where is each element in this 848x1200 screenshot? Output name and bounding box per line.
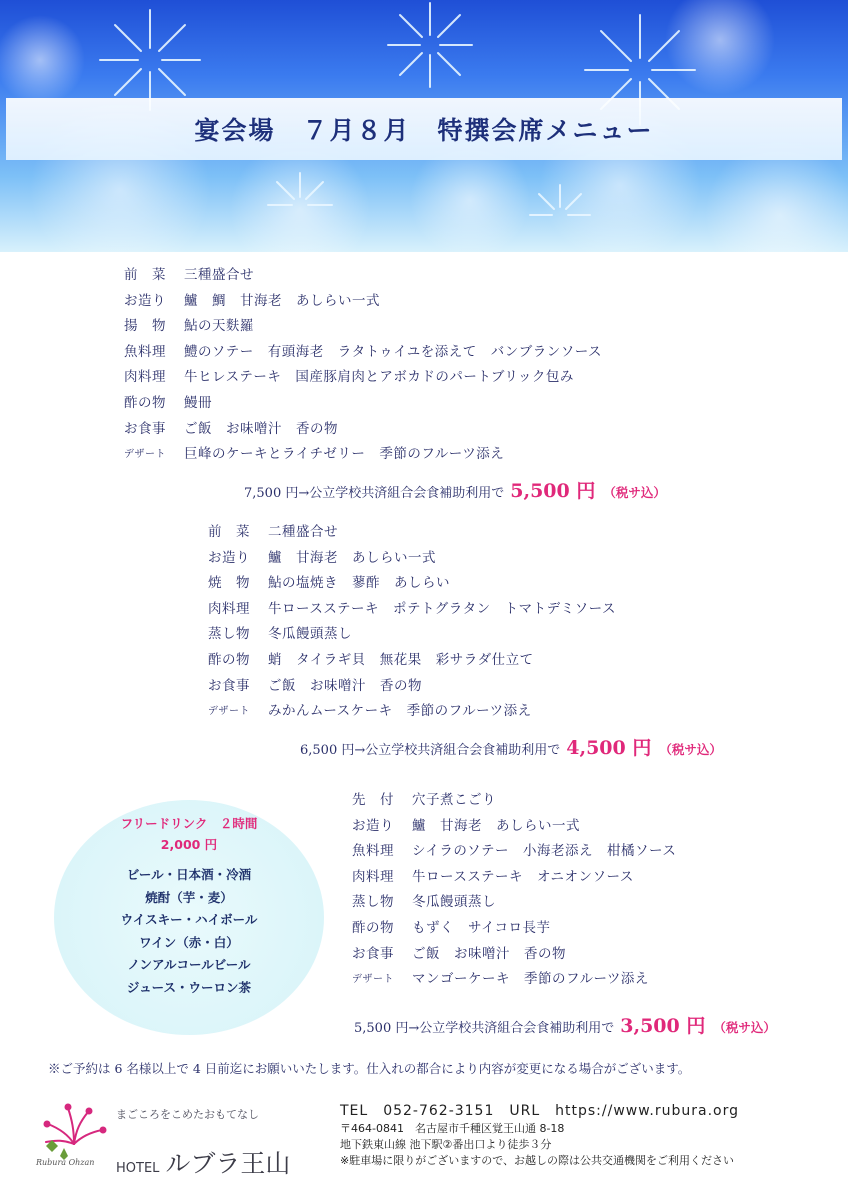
menu-item-category: 酢の物 — [352, 919, 394, 936]
menu-item-category: 酢の物 — [124, 394, 166, 411]
menu-item-category: デザート — [124, 449, 166, 461]
menu-item-category: 肉料理 — [352, 868, 394, 885]
menu-item-category: お造り — [208, 549, 250, 566]
drink-item: ノンアルコールビール — [127, 957, 251, 972]
menu-item — [124, 289, 602, 315]
course-1-tax-note: （税サ込） — [603, 485, 666, 500]
menu-item-dish: 蛸 タイラギ貝 無花果 彩サラダ仕立て — [268, 651, 534, 668]
menu-item — [124, 391, 602, 417]
menu-item-dish: シイラのソテー 小海老添え 柑橘ソース — [412, 843, 677, 860]
menu-item-dish: 冬瓜饅頭蒸し — [268, 626, 352, 643]
menu-item-dish: 冬瓜饅頭蒸し — [412, 894, 496, 911]
menu-item-category: 魚料理 — [124, 343, 166, 360]
course-1-menu — [124, 263, 602, 468]
hotel-slogan: まごころをこめたおもてなし — [116, 1108, 259, 1121]
menu-item-category: 肉料理 — [208, 600, 250, 617]
menu-item-dish: 穴子煮こごり — [412, 792, 496, 808]
logo-caption: Rubura Ohzan — [36, 1158, 95, 1167]
menu-item-category: お食事 — [352, 945, 394, 962]
page-title: 宴会場 ７月８月 特撰会席メニュー — [194, 116, 654, 145]
menu-item — [352, 865, 676, 891]
menu-item-category: 酢の物 — [208, 651, 250, 668]
menu-item-category: お造り — [124, 292, 166, 309]
menu-item-category: 魚料理 — [352, 843, 394, 860]
hotel-main-name: ルブラ王山 — [165, 1149, 291, 1178]
menu-item — [352, 916, 676, 942]
menu-item — [208, 546, 616, 572]
menu-item-dish: 鮎の塩焼き 蓼酢 あしらい — [268, 575, 450, 592]
free-drink-price: 2,000 円 — [160, 837, 218, 852]
course-1-price-line — [244, 476, 666, 503]
menu-item-category: 肉料理 — [124, 369, 166, 386]
menu-item-category: 前 菜 — [208, 524, 250, 540]
parking-note: ※駐車場に限りがございますので、お越しの際は公共交通機関をご利用ください — [340, 1154, 734, 1167]
menu-item-dish: 鱸 甘海老 あしらい一式 — [412, 817, 580, 834]
menu-item-dish: 牛ロースステーキ オニオンソース — [412, 868, 634, 885]
menu-item-dish: ご飯 お味噌汁 香の物 — [184, 420, 338, 437]
menu-item-category: お食事 — [124, 420, 166, 437]
menu-item-dish: みかんムースケーキ 季節のフルーツ添え — [268, 703, 532, 720]
menu-item-dish: 巨峰のケーキとライチゼリー 季節のフルーツ添え — [184, 446, 505, 463]
course-3-price: 3,500 円 — [620, 1015, 706, 1037]
menu-item — [208, 699, 616, 725]
course-1-price: 5,500 円 — [510, 480, 596, 502]
menu-item-dish: もずく サイコロ長芋 — [412, 919, 551, 936]
menu-item-category: お食事 — [208, 677, 250, 694]
menu-item — [352, 839, 676, 865]
reservation-note: ※ご予約は 6 名様以上で 4 日前迄にお願いいたします。仕入れの都合により内容が変更になる場合がございます。 — [48, 1061, 691, 1076]
menu-item-dish: ご飯 お味噌汁 香の物 — [268, 677, 422, 694]
title-band — [6, 98, 842, 160]
menu-item-dish: 鱸 鯛 甘海老 あしらい一式 — [184, 292, 380, 309]
course-3-price-line — [354, 1011, 776, 1038]
drink-item: ウイスキー・ハイボール — [120, 912, 258, 927]
menu-item — [124, 340, 602, 366]
menu-item — [352, 814, 676, 840]
course-2-tax-note: （税サ込） — [659, 742, 722, 757]
menu-item-dish: 三種盛合せ — [184, 267, 254, 283]
drink-item: 焼酎（芋・麦） — [145, 889, 233, 905]
menu-item — [352, 942, 676, 968]
menu-item-category: 先 付 — [352, 792, 394, 808]
menu-item-dish: 牛ヒレステーキ 国産豚肩肉とアボカドのパートブリック包み — [184, 369, 574, 386]
course-2-price: 4,500 円 — [566, 737, 652, 759]
drink-item: ビール・日本酒・冷酒 — [126, 867, 252, 882]
hotel-name — [116, 1144, 290, 1180]
course-3-menu — [352, 788, 676, 993]
contact-block — [340, 1101, 739, 1169]
menu-item-category: 前 菜 — [124, 267, 166, 283]
menu-item — [124, 314, 602, 340]
menu-item-dish: 牛ロースステーキ ポテトグラタン トマトデミソース — [268, 600, 616, 617]
course-3-price-note: 5,500 円→公立学校共済組合会食補助利用で — [354, 1021, 615, 1036]
menu-item — [124, 365, 602, 391]
hotel-logo — [34, 1100, 114, 1162]
menu-item — [208, 622, 616, 648]
free-drink-list — [54, 864, 324, 999]
menu-item — [352, 967, 676, 993]
menu-item — [352, 890, 676, 916]
menu-item — [208, 648, 616, 674]
tel-url-line[interactable]: TEL 052-762-3151 URL https://www.rubura.org — [340, 1103, 739, 1119]
menu-item — [208, 597, 616, 623]
menu-item-category: デザート — [208, 706, 250, 718]
menu-item-category: 蒸し物 — [208, 626, 250, 643]
address-line: 〒464-0841 名古屋市千種区覚王山通 8-18 — [340, 1122, 565, 1135]
menu-item-category: お造り — [352, 817, 394, 834]
course-2-price-note: 6,500 円→公立学校共済組合会食補助利用で — [300, 743, 561, 758]
course-2-price-line — [300, 733, 722, 760]
menu-item-dish: 鮎の天麩羅 — [184, 318, 254, 335]
drink-item: ワイン（赤・白） — [139, 934, 239, 950]
drink-item: ジュース・ウーロン茶 — [126, 979, 252, 995]
menu-item-dish: 鰻冊 — [184, 394, 212, 411]
menu-item-dish: マンゴーケーキ 季節のフルーツ添え — [412, 971, 649, 988]
free-drink-panel — [54, 800, 324, 1035]
access-line: 地下鉄東山線 池下駅②番出口より徒歩３分 — [340, 1138, 552, 1151]
menu-item — [124, 417, 602, 443]
menu-item-category: 蒸し物 — [352, 894, 394, 911]
course-2-menu — [208, 520, 616, 725]
menu-item-dish: 鱧のソテー 有頭海老 ラタトゥイユを添えて バンブランソース — [184, 343, 603, 360]
menu-item — [208, 520, 616, 546]
menu-item — [124, 442, 602, 468]
menu-item-category: 揚 物 — [124, 318, 166, 335]
menu-item-category: 焼 物 — [208, 575, 250, 592]
menu-item-dish: ご飯 お味噌汁 香の物 — [412, 945, 566, 962]
free-drink-title: フリードリンク ２時間 — [120, 816, 258, 831]
hotel-prefix: HOTEL — [116, 1161, 160, 1176]
menu-item — [352, 788, 676, 814]
course-1-price-note: 7,500 円→公立学校共済組合会食補助利用で — [244, 486, 505, 501]
menu-item-dish: 二種盛合せ — [268, 524, 338, 540]
menu-item — [124, 263, 602, 289]
menu-item — [208, 674, 616, 700]
menu-item — [208, 571, 616, 597]
header-banner — [0, 0, 848, 252]
menu-item-dish: 鱸 甘海老 あしらい一式 — [268, 549, 436, 566]
course-3-tax-note: （税サ込） — [713, 1020, 776, 1035]
menu-item-category: デザート — [352, 974, 394, 986]
